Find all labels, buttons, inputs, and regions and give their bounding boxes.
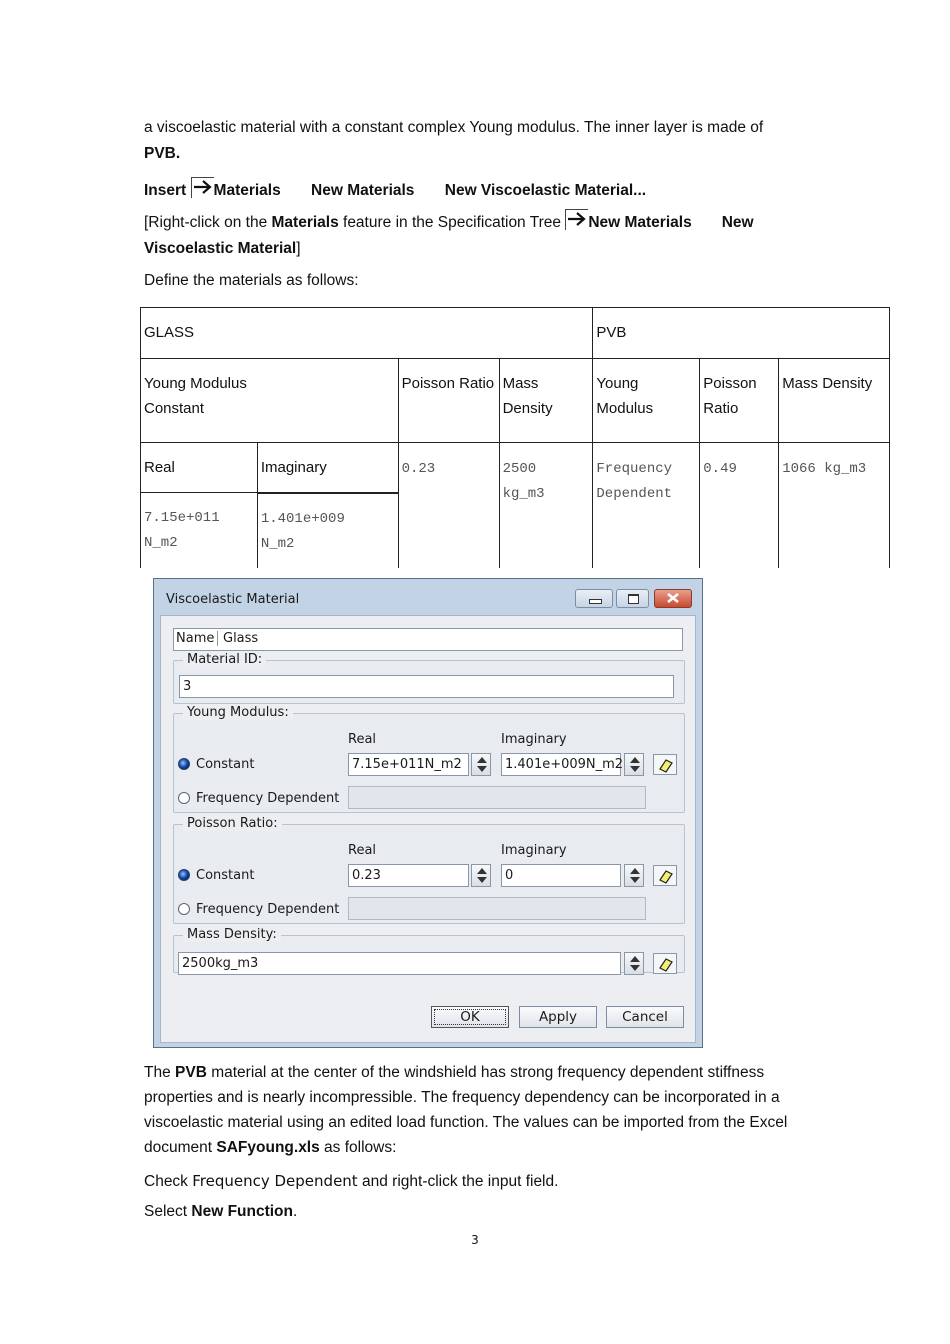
- poisson-imaginary-spinner[interactable]: [624, 864, 644, 887]
- poisson-eraser-button[interactable]: [653, 865, 677, 886]
- ok-button[interactable]: OK: [431, 1006, 509, 1028]
- poisson-freq-input[interactable]: [348, 897, 646, 920]
- after-p4-file: SAFyoung.xls: [216, 1139, 320, 1156]
- minimize-button[interactable]: [575, 589, 613, 608]
- material-id-input[interactable]: 3: [179, 675, 674, 698]
- mass-label: Mass: [502, 375, 539, 392]
- context-line-1: [144, 209, 754, 235]
- glass-mass-line-2: kg_m3: [502, 486, 545, 502]
- young-real-spinner[interactable]: [471, 753, 491, 776]
- mass-density-input[interactable]: 2500kg_m3: [178, 952, 621, 975]
- menu-new-materials: New Materials: [311, 182, 415, 199]
- page-number: 3: [471, 1233, 479, 1247]
- header-glass: GLASS: [141, 308, 593, 359]
- pvb-young-line-2: Dependent: [596, 486, 673, 502]
- mass-eraser-button[interactable]: [653, 953, 677, 974]
- pvb-mass-value: 1066 kg_m3: [779, 443, 890, 568]
- eraser-icon: [654, 954, 676, 973]
- eraser-icon: [654, 755, 676, 774]
- check-a: Check: [144, 1173, 193, 1190]
- maximize-button[interactable]: [616, 589, 649, 608]
- after-line-1: [144, 1060, 764, 1085]
- context-visco: Viscoelastic Material: [144, 240, 297, 257]
- real-value-line-1: 7.15e+011: [144, 510, 220, 526]
- menu-path: [144, 177, 646, 203]
- poisson-imaginary-input[interactable]: 0: [501, 864, 621, 887]
- close-button[interactable]: [654, 589, 692, 608]
- context-materials: Materials: [271, 214, 339, 231]
- intro-line-1: a viscoelastic material with a constant complex Young modulus. The inner layer is made of: [144, 119, 764, 136]
- pvb-poisson-value: 0.49: [700, 443, 779, 568]
- materials-table: [140, 307, 890, 568]
- glass-poisson-value: 0.23: [398, 443, 499, 568]
- after-p1-c: material at the center of the windshield has strong frequency dependent stiffness: [206, 1064, 765, 1081]
- mass-density-spinner[interactable]: [624, 952, 644, 975]
- header-young-modulus: [141, 359, 399, 443]
- poisson-real-spinner[interactable]: [471, 864, 491, 887]
- intro-line-2: PVB.: [144, 145, 181, 162]
- select-line: [144, 1199, 297, 1224]
- after-p1-a: The: [144, 1064, 176, 1081]
- check-line: [144, 1169, 558, 1194]
- pvb-young-line-1: Frequency: [596, 461, 673, 477]
- poisson-imaginary-label: Imaginary: [501, 843, 567, 858]
- imag-value-line-2: N_m2: [260, 535, 295, 552]
- after-p4-a: document: [144, 1139, 217, 1156]
- young-imaginary-label: Imaginary: [501, 732, 567, 747]
- young-eraser-button[interactable]: [653, 754, 677, 775]
- pvb-modulus-label: Modulus: [596, 400, 654, 417]
- young-constant-radio[interactable]: [178, 758, 190, 770]
- after-line-2: properties and is nearly incompressible. The frequency dependency can be incorporated in a: [144, 1089, 780, 1106]
- maximize-icon: [628, 594, 639, 604]
- viscoelastic-material-dialog: [153, 578, 703, 1048]
- pvb-young-label: Young: [596, 375, 639, 392]
- select-a: Select: [144, 1203, 192, 1220]
- apply-button[interactable]: Apply: [519, 1006, 597, 1028]
- after-line-4: [144, 1135, 396, 1160]
- constant-label: Constant: [144, 400, 205, 417]
- real-value: [141, 493, 258, 568]
- after-p1-pvb: PVB: [175, 1064, 207, 1081]
- density-label: Density: [502, 400, 553, 417]
- dialog-title: Viscoelastic Material: [166, 592, 300, 607]
- young-constant-label: Constant: [196, 757, 255, 772]
- imag-value-line-1: 1.401e+009: [260, 510, 345, 527]
- context-new-materials: New Materials: [588, 214, 692, 231]
- arrow-icon: [565, 209, 588, 230]
- glass-mass-line-1: 2500: [502, 461, 537, 477]
- pvb-poisson-label: Poisson: [703, 375, 757, 392]
- poisson-freq-radio[interactable]: [178, 903, 190, 915]
- define-text: Define the materials as follows:: [144, 272, 359, 289]
- name-input[interactable]: Glass: [223, 631, 259, 646]
- select-c: .: [293, 1203, 298, 1220]
- header-pvb-mass-density: Mass Density: [779, 359, 890, 443]
- young-imaginary-spinner[interactable]: [624, 753, 644, 776]
- header-real: Real: [141, 443, 258, 493]
- arrow-icon: [191, 177, 214, 198]
- menu-materials: Materials: [213, 182, 281, 199]
- young-freq-label: Frequency Dependent: [196, 791, 340, 806]
- name-label: Name: [176, 631, 218, 646]
- after-line-3: viscoelastic material using an edited load function. The values can be imported from the Excel: [144, 1114, 788, 1131]
- young-real-input[interactable]: 7.15e+011N_m2: [348, 753, 469, 776]
- header-pvb-poisson: [700, 359, 779, 443]
- pvb-young-value: [593, 443, 700, 568]
- poisson-real-label: Real: [348, 843, 377, 858]
- minimize-icon: [589, 599, 602, 604]
- check-c: and right-click the input field.: [357, 1173, 559, 1190]
- young-freq-radio[interactable]: [178, 792, 190, 804]
- poisson-ratio-label: Poisson Ratio:: [183, 816, 282, 831]
- young-freq-input[interactable]: [348, 786, 646, 809]
- cancel-button[interactable]: Cancel: [606, 1006, 684, 1028]
- real-value-line-2: N_m2: [144, 535, 178, 551]
- imag-value: [257, 493, 398, 568]
- glass-mass-value: [499, 443, 593, 568]
- context-line-2: [144, 236, 301, 261]
- context-pre: [Right-click on the: [144, 214, 272, 231]
- poisson-freq-label: Frequency Dependent: [196, 902, 340, 917]
- context-new: New: [721, 214, 754, 231]
- poisson-constant-radio[interactable]: [178, 869, 190, 881]
- young-modulus-label: Young Modulus: [144, 375, 247, 392]
- after-p4-c: as follows:: [319, 1139, 397, 1156]
- menu-insert: Insert: [144, 182, 187, 199]
- context-mid: feature in the Specification Tree: [338, 214, 566, 231]
- check-freq-dep: Frequency Dependent: [192, 1172, 358, 1190]
- dialog-body: [160, 615, 696, 1043]
- mass-density-label: Mass Density:: [183, 927, 281, 942]
- select-new-function: New Function: [191, 1203, 293, 1220]
- eraser-icon: [654, 866, 676, 885]
- young-imaginary-input[interactable]: 1.401e+009N_m2: [501, 753, 621, 776]
- pvb-ratio-label: Ratio: [703, 400, 739, 417]
- poisson-constant-label: Constant: [196, 868, 255, 883]
- young-modulus-label: Young Modulus:: [183, 705, 293, 720]
- header-imaginary: Imaginary: [257, 443, 398, 493]
- young-real-label: Real: [348, 732, 377, 747]
- poisson-real-input[interactable]: 0.23: [348, 864, 469, 887]
- context-close: ]: [296, 240, 301, 257]
- header-pvb-young: [593, 359, 700, 443]
- header-poisson-ratio: Poisson Ratio: [398, 359, 499, 443]
- material-id-label: Material ID:: [183, 652, 266, 667]
- close-icon: [654, 589, 692, 608]
- header-pvb: PVB: [593, 308, 890, 359]
- header-mass-density: [499, 359, 593, 443]
- menu-new-viscoelastic: New Viscoelastic Material...: [444, 182, 647, 199]
